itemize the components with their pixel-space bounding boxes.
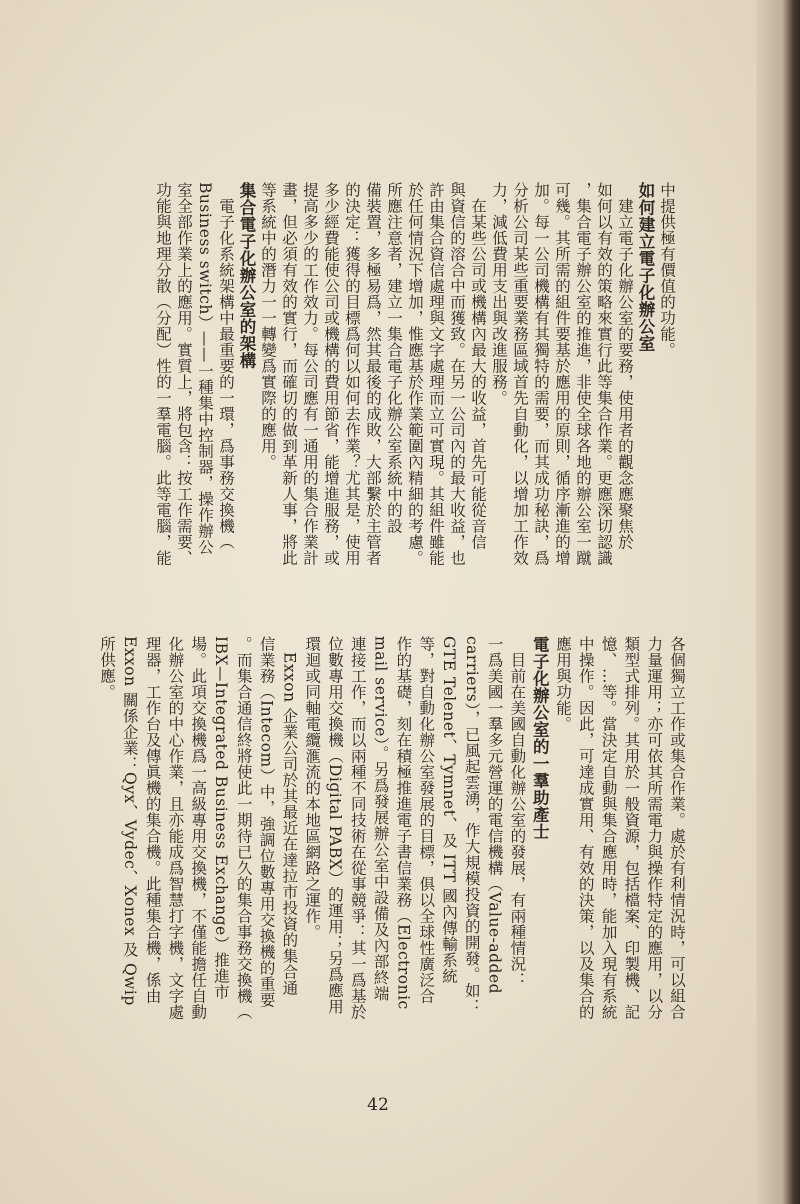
upper-text-column: 在某些公司或機構內最大的收益，首先可能從音信 bbox=[469, 182, 487, 550]
upper-text-column: 加。每一公司機構有其獨特的需要，而其成功秘訣，爲 bbox=[532, 182, 550, 566]
upper-heading: 集合電子化辦公室的架構 bbox=[237, 182, 256, 369]
upper-text-column: 等系統中的潛力一一轉變爲實際的應用。 bbox=[259, 182, 277, 470]
upper-text-column: 建立電子化辦公室的要務，使用者的觀念應聚焦於 bbox=[616, 182, 634, 550]
lower-text-column: Exxon 關係企業：Qyx、Vydec、Xonex 及 Qwip bbox=[120, 636, 139, 1006]
upper-text-column: 力，減低費用支出與改進服務。 bbox=[490, 182, 508, 406]
upper-text-column: 多少經費能使公司或機構的費用節省，能增進服務，或 bbox=[322, 182, 340, 566]
lower-text-column: carriers），已風起雲湧，作大規模投資的開發。如： bbox=[462, 636, 481, 1015]
lower-text-column: 中操作。因此，可達成實用、有效的決策，以及集合的 bbox=[576, 636, 595, 1020]
lower-text-column: 力量運用；亦可依其所需電力與操作特定的應用，以分 bbox=[645, 636, 664, 1020]
upper-text-column: 與資信的溶合中而獲致。在另一公司內的最大收益，也 bbox=[448, 182, 466, 566]
lower-text-column: 應用與功能。 bbox=[554, 636, 572, 732]
upper-text-column: 所應注意者，建立一集合電子化辦公室系統中的設 bbox=[385, 182, 403, 534]
lower-text-column: 。而集合通信終將使此一期待已久的集合事務交換機（ bbox=[234, 636, 253, 1020]
upper-text-column: 中提供極有價值的功能。 bbox=[658, 182, 676, 358]
upper-text-column: 可幾。其所需的組件要基於應用的原則，循序漸進的增 bbox=[553, 182, 571, 566]
upper-text-column: 備裝置，多極易爲，然其最後的成敗，大部繫於主管者 bbox=[364, 182, 382, 566]
book-spine bbox=[756, 0, 800, 1204]
lower-text-column: 環迴或同軸電纜滙流的本地區網路之運作。 bbox=[303, 636, 322, 940]
lower-text-column: 作的基礎，刻在積極推進電子書信業務（Electronic bbox=[394, 636, 413, 1010]
lower-text-column: 各個獨立工作或集合作業。處於有利情況時，可以組合 bbox=[668, 636, 686, 1020]
lower-text-column: mail service）。另爲發展辦公室中設備及內部終端 bbox=[371, 636, 390, 1002]
lower-text-column: Exxon 企業公司於其最近在達拉市投資的集合通 bbox=[280, 636, 299, 997]
upper-text-column: 提高多少的工作效力。每公司應有一通用的集合作業計 bbox=[301, 182, 319, 566]
upper-text-column: 室全部作業上的應用。實質上，將包含：按工作需要、 bbox=[175, 182, 193, 566]
lower-text-column: 位數專用交換機（Digital PABX）的運用；另爲應用 bbox=[326, 636, 344, 1015]
upper-text-column: 許由集合資信處理與文字處理而立可實現。其組件雖能 bbox=[427, 182, 445, 566]
lower-heading: 電子化辦公室的一羣助產士 bbox=[530, 636, 550, 840]
lower-text-column: 等，對自動化辦公室發展的目標，俱以全球性廣泛合 bbox=[417, 636, 436, 1004]
upper-text-column: 分析公司某些重要業務區域首先自動化，以增加工作效 bbox=[511, 182, 529, 566]
lower-text-column: 場。此項交換機爲一高級專用交換機，不僅能擔任自動 bbox=[189, 636, 208, 1020]
upper-text-column: 功能與地理分散（分配）性的一羣電腦。此等電腦，能 bbox=[154, 182, 172, 566]
upper-text-column: 如何以有效的策略來實行此等集合作業。更應深切認識 bbox=[595, 182, 613, 566]
lower-text-column: 憶、…等。當決定自動與集合應用時，能加入現有系統 bbox=[599, 636, 618, 1020]
upper-text-column: 於任何情況下增加，惟應基於作業範圍內精細的考慮。 bbox=[406, 182, 424, 566]
lower-text-column: 所供應。 bbox=[98, 636, 116, 700]
upper-heading: 如何建立電子化辦公室 bbox=[636, 182, 655, 352]
lower-text-column: IBX—Integrated Business Exchange）推進市 bbox=[212, 636, 230, 1000]
lower-text-column: 一爲美國一羣多元營運的電信機構（Value-added bbox=[485, 636, 504, 995]
lower-text-column: GTE Telenet、Tymnet、及 ITT 國內傳輸系統 bbox=[440, 636, 458, 984]
lower-text-column: 類型式排列。其用於一般資源，包括檔案、印製機、記 bbox=[622, 636, 641, 1020]
lower-text-column: 信業務（Intecom）中，強調位數專用交換機的重要 bbox=[257, 636, 276, 1008]
lower-text-column: 理器，工作台及傳眞機的集合機。此種集合機，係由 bbox=[143, 636, 162, 1004]
upper-text-column: ，集合電子辦公室的推進，非使全球各地的辦公室一蹴 bbox=[574, 182, 592, 566]
lower-text-column: 化辦公室的中心作業，且亦能成爲智慧打字機，文字處 bbox=[166, 636, 185, 1020]
upper-text-column: 電子化系統架構中最重要的一環，爲事務交換機（ bbox=[217, 182, 235, 550]
upper-text-column: 的決定：獲得的目標爲何以如何去作業？尤其是，使用 bbox=[343, 182, 361, 566]
lower-text-column: 連接工作，而以兩種不同技術在從事競爭：其一爲基於 bbox=[348, 636, 367, 1020]
upper-text-column: 畫，但必須有效的實行，而確切的做到革新人事，將此 bbox=[280, 182, 298, 566]
page-number: 42 bbox=[367, 1095, 389, 1115]
lower-text-column: 目前在美國自動化辦公室的發展，有兩種情況： bbox=[508, 636, 527, 988]
upper-text-column: Business switch）——一種集中控制器，操作辦公 bbox=[196, 182, 214, 555]
